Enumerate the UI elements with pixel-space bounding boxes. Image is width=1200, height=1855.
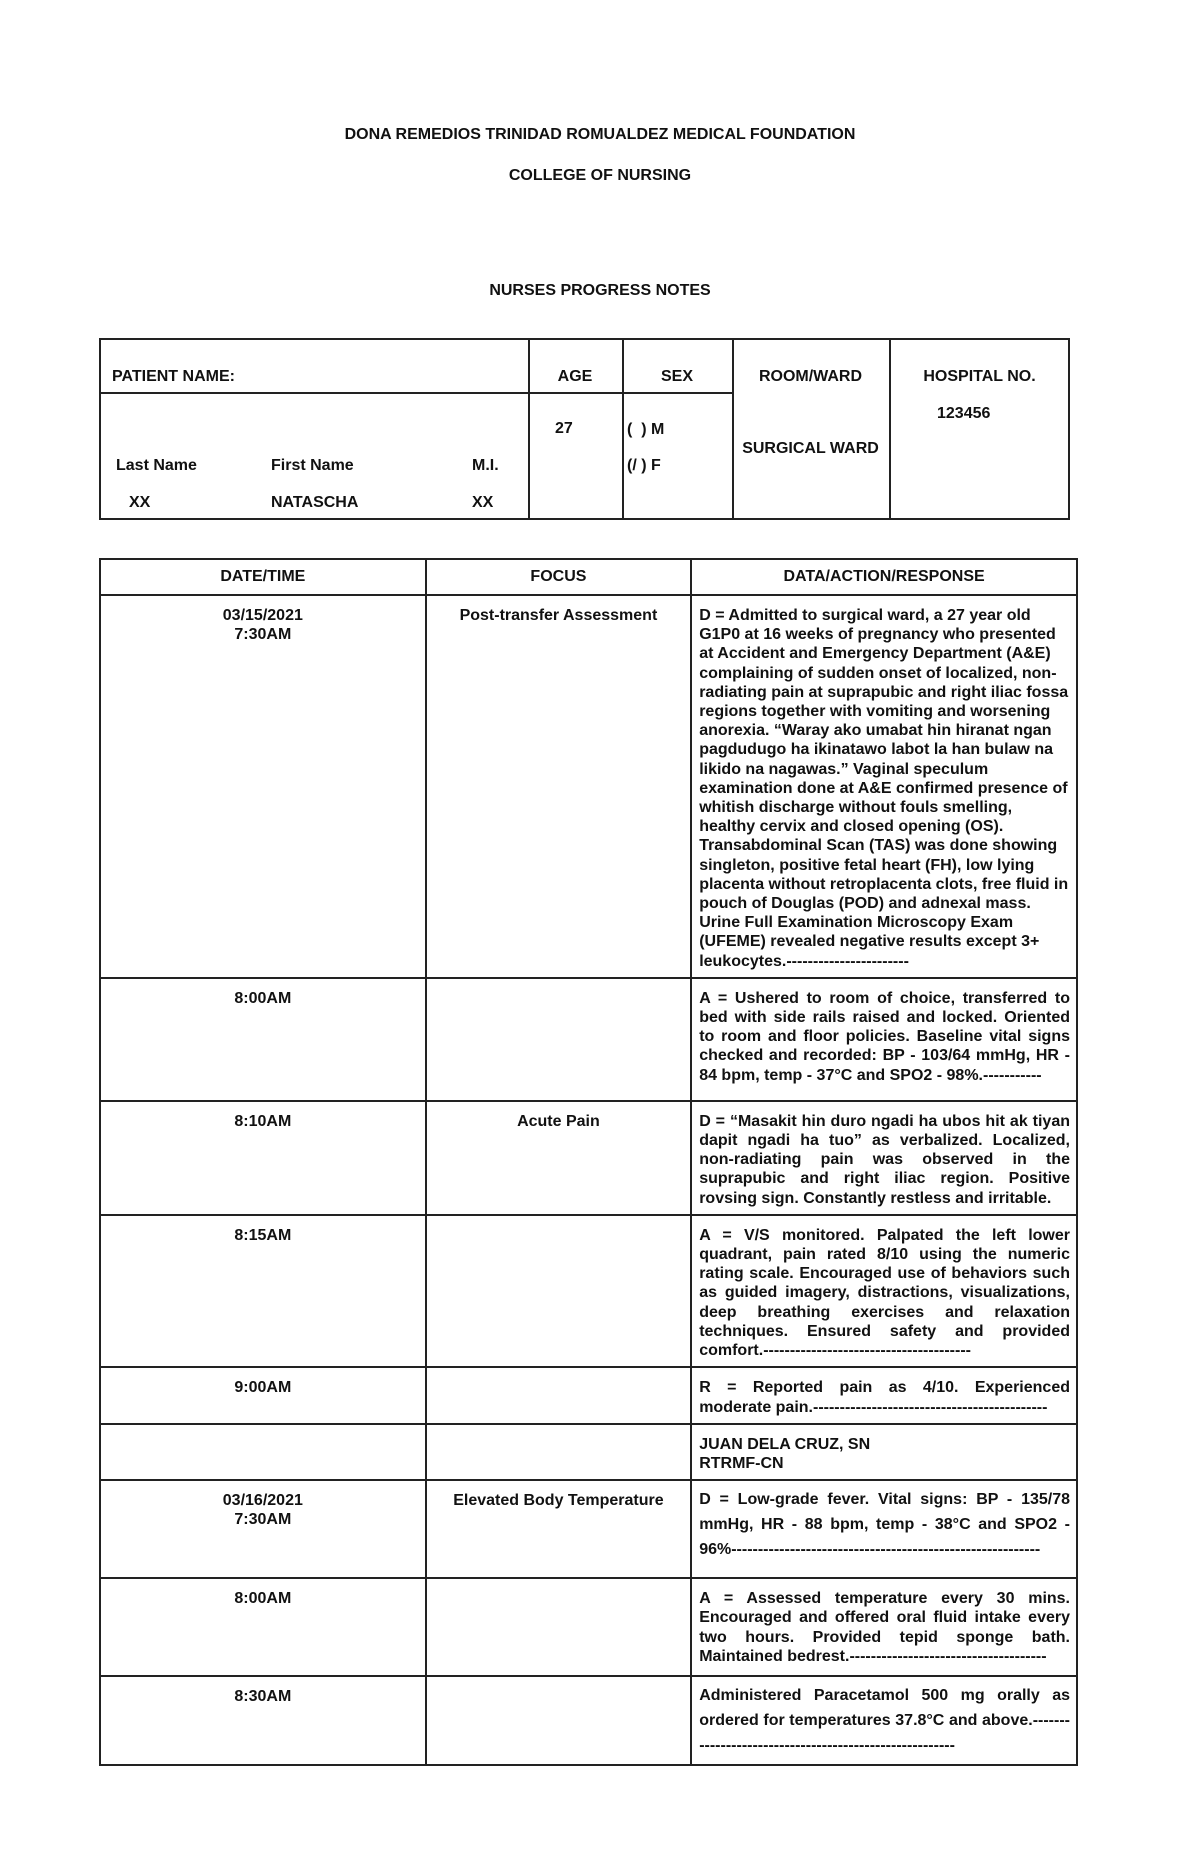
hospital-no-value: 123456 (937, 405, 991, 422)
note-cell: D = “Masakit hin duro ngadi ha ubos hit ak tiyan dapit ngadi ha tuo” as verbalized. Localized, non-radiating pain was observed in the suprapubic and right iliac region. Positive rovsing sign. Constantly restless and irritable. (691, 1101, 1077, 1215)
table-row (100, 1215, 1077, 1367)
mi-value: XX (472, 494, 494, 511)
data-action-response-header: DATA/ACTION/RESPONSE (691, 559, 1077, 595)
date-time-cell (100, 1480, 426, 1578)
patient-name-label: PATIENT NAME: (112, 368, 235, 385)
focus-cell (426, 1367, 692, 1423)
table-row (100, 1578, 1077, 1676)
last-name-value: XX (129, 494, 151, 511)
entry-time: 7:30AM (234, 1511, 292, 1529)
patient-info-box (99, 338, 1070, 520)
note-cell: R = Reported pain as 4/10. Experienced moderate pain.-------------------------------------------- (691, 1367, 1077, 1423)
table-row (100, 1480, 1077, 1578)
table-row (100, 1101, 1077, 1215)
table-row (100, 595, 1077, 978)
note-cell: D = Low-grade fever. Vital signs: BP - 135/78 mmHg, HR - 88 bpm, temp - 38°C and SPO2 - 96%---------------------------------------------------------- (691, 1480, 1077, 1578)
date-time-cell (100, 978, 426, 1101)
age-label: AGE (557, 368, 593, 385)
date-time-cell (100, 1676, 426, 1765)
note-cell: A = Ushered to room of choice, transferred to bed with side rails raised and locked. Oriented to room and floor policies. Baseline vital signs checked and recorded: BP - 103/64 mmHg, HR - 84 bpm, temp - 37°C and SPO2 - 98%.----------- (691, 978, 1077, 1101)
focus-cell (426, 1424, 692, 1480)
focus-cell (426, 1215, 692, 1367)
sex-label: SEX (660, 368, 693, 385)
focus-cell (426, 1578, 692, 1676)
entry-time: 8:10AM (234, 1112, 292, 1130)
sex-female-option: (/ ) F (627, 457, 661, 474)
college-name: COLLEGE OF NURSING (508, 167, 692, 184)
note-cell: A = V/S monitored. Palpated the left lower quadrant, pain rated 8/10 using the numeric rating scale. Encouraged use of behaviors such as guided imagery, distractions, visualizations, deep breathing exercises and relaxation techniques. Ensured safety and provided comfort.--------------------------------------- (691, 1215, 1077, 1367)
age-value: 27 (555, 420, 573, 437)
first-name-label: First Name (271, 457, 354, 474)
entry-time: 9:00AM (234, 1379, 292, 1397)
table-row (100, 978, 1077, 1101)
entry-time: 8:00AM (234, 989, 292, 1007)
focus-cell: Acute Pain (426, 1101, 692, 1215)
focus-header: FOCUS (426, 559, 692, 595)
focus-cell (426, 978, 692, 1101)
table-row (100, 1424, 1077, 1480)
date-time-cell (100, 1424, 426, 1480)
note-cell: A = Assessed temperature every 30 mins. Encouraged and offered oral fluid intake every two hours. Provided tepid sponge bath. Maintained bedrest.------------------------------------- (691, 1578, 1077, 1676)
date-time-header: DATE/TIME (100, 559, 426, 595)
date-time-cell (100, 1578, 426, 1676)
first-name-value: NATASCHA (271, 494, 359, 511)
note-cell: Administered Paracetamol 500 mg orally as ordered for temperatures 37.8°C and above.------------------------------------------------------- (691, 1676, 1077, 1765)
sex-male-option: ( ) M (627, 421, 665, 438)
table-header-row (100, 559, 1077, 595)
hospital-no-label: HOSPITAL NO. (923, 368, 1036, 385)
date-time-cell (100, 1101, 426, 1215)
entry-date: 03/16/2021 (222, 1492, 303, 1510)
entry-time: 8:15AM (234, 1226, 292, 1244)
entry-date: 03/15/2021 (222, 607, 303, 624)
date-time-cell (100, 1215, 426, 1367)
focus-cell: Post-transfer Assessment (426, 595, 692, 978)
table-row (100, 1676, 1077, 1765)
room-ward-label: ROOM/WARD (758, 368, 863, 385)
progress-notes-table (99, 558, 1078, 1766)
mi-label: M.I. (472, 457, 499, 474)
divider (101, 392, 732, 394)
focus-cell (426, 1676, 692, 1765)
room-ward-value: SURGICAL WARD (742, 440, 879, 457)
nurse-signature: JUAN DELA CRUZ, SN RTRMF-CN (691, 1424, 1077, 1480)
focus-cell: Elevated Body Temperature (426, 1480, 692, 1578)
note-cell: D = Admitted to surgical ward, a 27 year old G1P0 at 16 weeks of pregnancy who presented at Accident and Emergency Department (A&E) complaining of sudden onset of localized, non-radiating pain at suprapubic and right iliac fossa regions together with vomiting and worsening anorexia. “Waray ako umabat hin hiranat ngan pagdudugo ha ikinatawo labot la han bulaw na likido na nagawas.” Vaginal speculum examination done at A&E confirmed presence of whitish discharge without fouls smelling, healthy cervix and closed opening (OS). Transabdominal Scan (TAS) was done showing singleton, positive fetal heart (FH), low lying placenta without retroplacenta clots, free fluid in pouch of Douglas (POD) and adnexal mass. Urine Full Examination Microscopy Exam (UFEME) revealed negative results except 3+ leukocytes.----------------------- (691, 595, 1077, 978)
date-time-cell (100, 1367, 426, 1423)
table-row (100, 1367, 1077, 1423)
entry-time: 8:30AM (234, 1688, 292, 1706)
organization-name: DONA REMEDIOS TRINIDAD ROMUALDEZ MEDICAL FOUNDATION (344, 126, 856, 143)
last-name-label: Last Name (116, 457, 197, 474)
entry-time: 7:30AM (234, 626, 292, 644)
document-title: NURSES PROGRESS NOTES (489, 282, 711, 299)
entry-time: 8:00AM (234, 1590, 292, 1608)
date-time-cell (100, 595, 426, 978)
